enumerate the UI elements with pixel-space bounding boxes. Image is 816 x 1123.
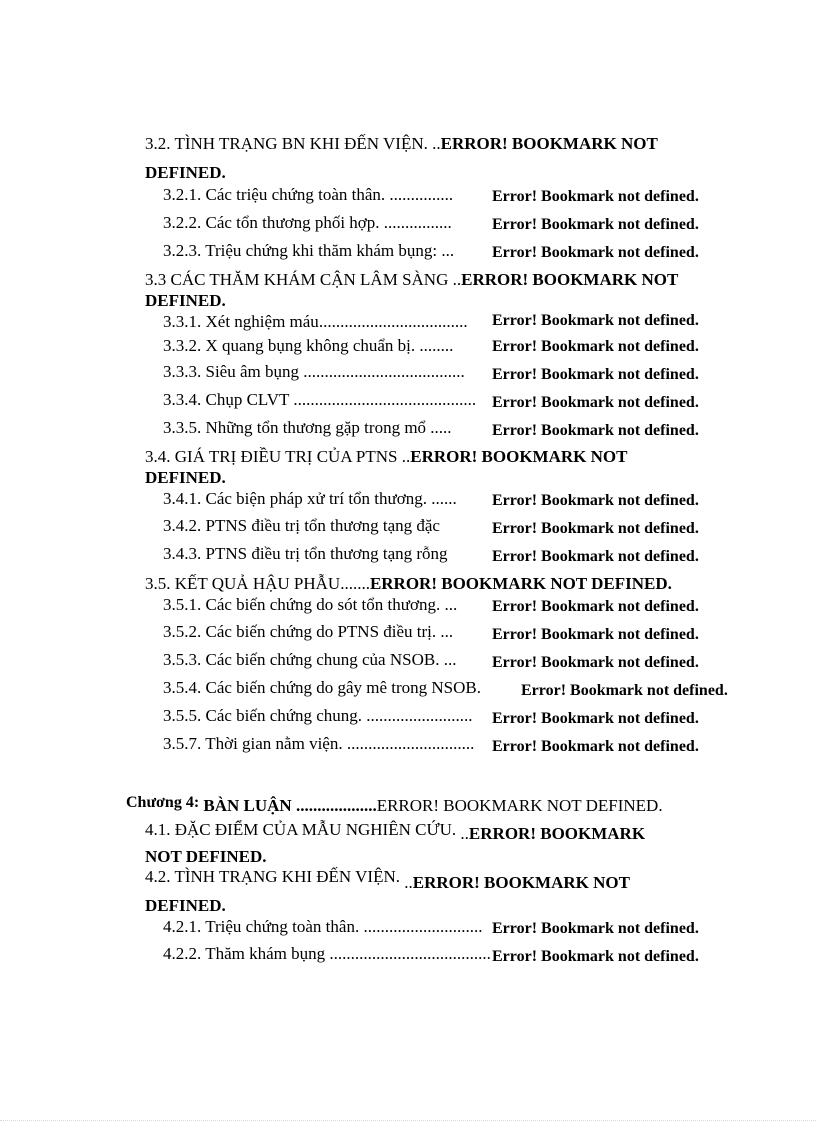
toc-error: Error! Bookmark not defined.: [492, 394, 699, 411]
toc-title: 3.5. KẾT QUẢ HẬU PHẪU: [145, 574, 341, 593]
toc-leader: ...: [440, 622, 454, 641]
toc-title: 3.3.1. Xét nghiệm máu: [163, 312, 319, 331]
toc-error: Error! Bookmark not defined.: [492, 244, 699, 261]
toc-leader: ...: [443, 650, 457, 669]
toc-error: Error! Bookmark not defined.: [492, 598, 699, 615]
toc-leader: ...................................: [318, 312, 468, 331]
toc-entry-4-1-cont: NOT DEFINED.: [145, 847, 267, 866]
toc-entry-3-2-cont: DEFINED.: [145, 163, 226, 182]
toc-entry-4-2-cont: DEFINED.: [145, 896, 226, 915]
toc-entry-3-3-2: [163, 336, 453, 356]
chapter-title: BÀN LUẬN: [203, 796, 292, 815]
toc-error: Error! Bookmark not defined.: [521, 682, 728, 699]
toc-entry-4-1: [145, 820, 646, 843]
toc-entry-3-3: [145, 270, 678, 290]
toc-title: 3.5.4. Các biến chứng do gây mê trong NSOB.: [163, 678, 482, 697]
toc-title: 3.3.2. X quang bụng không chuẩn bị.: [163, 336, 416, 355]
toc-leader: ................: [383, 213, 452, 232]
toc-title: 3.3.3. Siêu âm bụng: [163, 362, 299, 381]
toc-entry-3-2: [145, 134, 658, 154]
toc-entry-3-5-3: [163, 650, 456, 670]
toc-leader: ..: [404, 873, 413, 892]
toc-title: 3.2.2. Các tổn thương phối hợp.: [163, 213, 380, 232]
toc-entry-3-3-3: [163, 362, 465, 382]
toc-entry-3-5: [145, 574, 672, 594]
toc-leader: .......: [340, 574, 370, 593]
toc-entry-3-5-7: [163, 734, 474, 754]
toc-error: Error! Bookmark not defined.: [492, 948, 699, 965]
toc-title: 3.3.5. Những tổn thương gặp trong mổ: [163, 418, 427, 437]
toc-title: 3.2.3. Triệu chứng khi thăm khám bụng:: [163, 241, 438, 260]
toc-error: Error! Bookmark not defined.: [492, 422, 699, 439]
chapter-label: Chương 4:: [126, 794, 200, 811]
toc-leader: ..: [432, 134, 441, 153]
toc-entry-4-2-1: [163, 917, 482, 937]
toc-title: 3.4. GIÁ TRỊ ĐIỀU TRỊ CỦA PTNS: [145, 447, 398, 466]
toc-entry-3-5-5: [163, 706, 473, 726]
toc-leader: ...........................................: [293, 390, 477, 409]
toc-leader: ............................: [363, 917, 483, 936]
toc-title: 4.2. TÌNH TRẠNG KHI ĐẾN VIỆN.: [145, 867, 400, 886]
page-bottom-border: [0, 1120, 816, 1121]
toc-entry-4-2: [145, 867, 630, 892]
toc-error: Error! Bookmark not defined.: [492, 626, 699, 643]
toc-error: Error! Bookmark not defined.: [492, 216, 699, 233]
toc-error: Error! Bookmark not defined.: [492, 188, 699, 205]
toc-leader: ......................................: [303, 362, 465, 381]
toc-entry-3-5-1: [163, 595, 457, 615]
toc-leader: ...................: [295, 796, 377, 815]
toc-entry-3-2-3: [163, 241, 454, 261]
toc-title: 3.5.3. Các biến chứng chung của NSOB.: [163, 650, 440, 669]
toc-error: Error! Bookmark not defined.: [492, 710, 699, 727]
toc-entry-3-3-1: [163, 312, 468, 332]
toc-error: ERROR! BOOKMARK NOT: [440, 134, 658, 153]
toc-leader: ..: [460, 824, 469, 843]
toc-entry-3-3-4: [163, 390, 476, 410]
toc-entry-3-3-cont: DEFINED.: [145, 291, 226, 310]
toc-title: 3.5.2. Các biến chứng do PTNS điều trị.: [163, 622, 437, 641]
toc-title: 3.4.3. PTNS điều trị tổn thương tạng rỗng: [163, 544, 448, 563]
toc-error: Error! Bookmark not defined.: [492, 548, 699, 565]
toc-leader: ..: [401, 447, 411, 466]
toc-error: ERROR! BOOKMARK NOT DEFINED.: [369, 574, 672, 593]
toc-error: Error! Bookmark not defined.: [492, 654, 699, 671]
toc-title: 4.2.1. Triệu chứng toàn thân.: [163, 917, 360, 936]
toc-entry-3-4-3: [163, 544, 448, 564]
toc-leader: ...: [444, 595, 458, 614]
toc-error: Error! Bookmark not defined.: [492, 920, 699, 937]
toc-entry-3-2-1: [163, 185, 453, 205]
toc-title: 4.2.2. Thăm khám bụng: [163, 944, 326, 963]
toc-title: 3.4.2. PTNS điều trị tổn thương tạng đặc: [163, 516, 440, 535]
toc-chapter-4: [126, 792, 663, 813]
toc-entry-3-5-4: [163, 678, 481, 698]
toc-leader: ...: [441, 241, 455, 260]
toc-entry-3-4-cont: DEFINED.: [145, 468, 226, 487]
toc-title: 3.3 CÁC THĂM KHÁM CẬN LÂM SÀNG: [145, 270, 449, 289]
toc-error: Error! Bookmark not defined.: [492, 338, 699, 355]
toc-entry-3-3-5: [163, 418, 452, 438]
toc-entry-3-5-2: [163, 622, 453, 642]
toc-error: ERROR! BOOKMARK NOT DEFINED.: [376, 796, 663, 815]
toc-title: 3.5.5. Các biến chứng chung.: [163, 706, 363, 725]
toc-leader: .........................: [366, 706, 473, 725]
toc-error: ERROR! BOOKMARK: [468, 824, 646, 843]
toc-error: ERROR! BOOKMARK NOT: [410, 447, 628, 466]
toc-leader: ........: [419, 336, 454, 355]
toc-entry-3-4-1: [163, 489, 457, 509]
toc-title: 3.3.4. Chụp CLVT: [163, 390, 290, 409]
toc-entry-3-4-2: [163, 516, 440, 536]
toc-leader: ...............: [389, 185, 454, 204]
toc-entry-3-4: [145, 447, 627, 467]
toc-leader: ......: [431, 489, 457, 508]
toc-error: Error! Bookmark not defined.: [492, 738, 699, 755]
toc-error: Error! Bookmark not defined.: [492, 492, 699, 509]
toc-leader: ..............................: [346, 734, 475, 753]
toc-title: 3.2.1. Các triệu chứng toàn thân.: [163, 185, 386, 204]
toc-error: Error! Bookmark not defined.: [492, 312, 699, 329]
toc-title: 3.5.7. Thời gian nằm viện.: [163, 734, 343, 753]
toc-leader: ......................................: [329, 944, 491, 963]
toc-leader: ..: [452, 270, 462, 289]
toc-entry-3-2-2: [163, 213, 452, 233]
toc-error: Error! Bookmark not defined.: [492, 520, 699, 537]
toc-title: 3.2. TÌNH TRẠNG BN KHI ĐẾN VIỆN.: [145, 134, 428, 153]
toc-title: 4.1. ĐẶC ĐIỂM CỦA MẪU NGHIÊN CỨU.: [145, 820, 457, 839]
toc-title: 3.5.1. Các biến chứng do sót tổn thương.: [163, 595, 441, 614]
toc-error: ERROR! BOOKMARK NOT: [461, 270, 679, 289]
toc-error: ERROR! BOOKMARK NOT: [412, 873, 630, 892]
toc-entry-4-2-2: [163, 944, 491, 964]
toc-error: Error! Bookmark not defined.: [492, 366, 699, 383]
toc-leader: .....: [430, 418, 452, 437]
toc-title: 3.4.1. Các biện pháp xử trí tổn thương.: [163, 489, 427, 508]
